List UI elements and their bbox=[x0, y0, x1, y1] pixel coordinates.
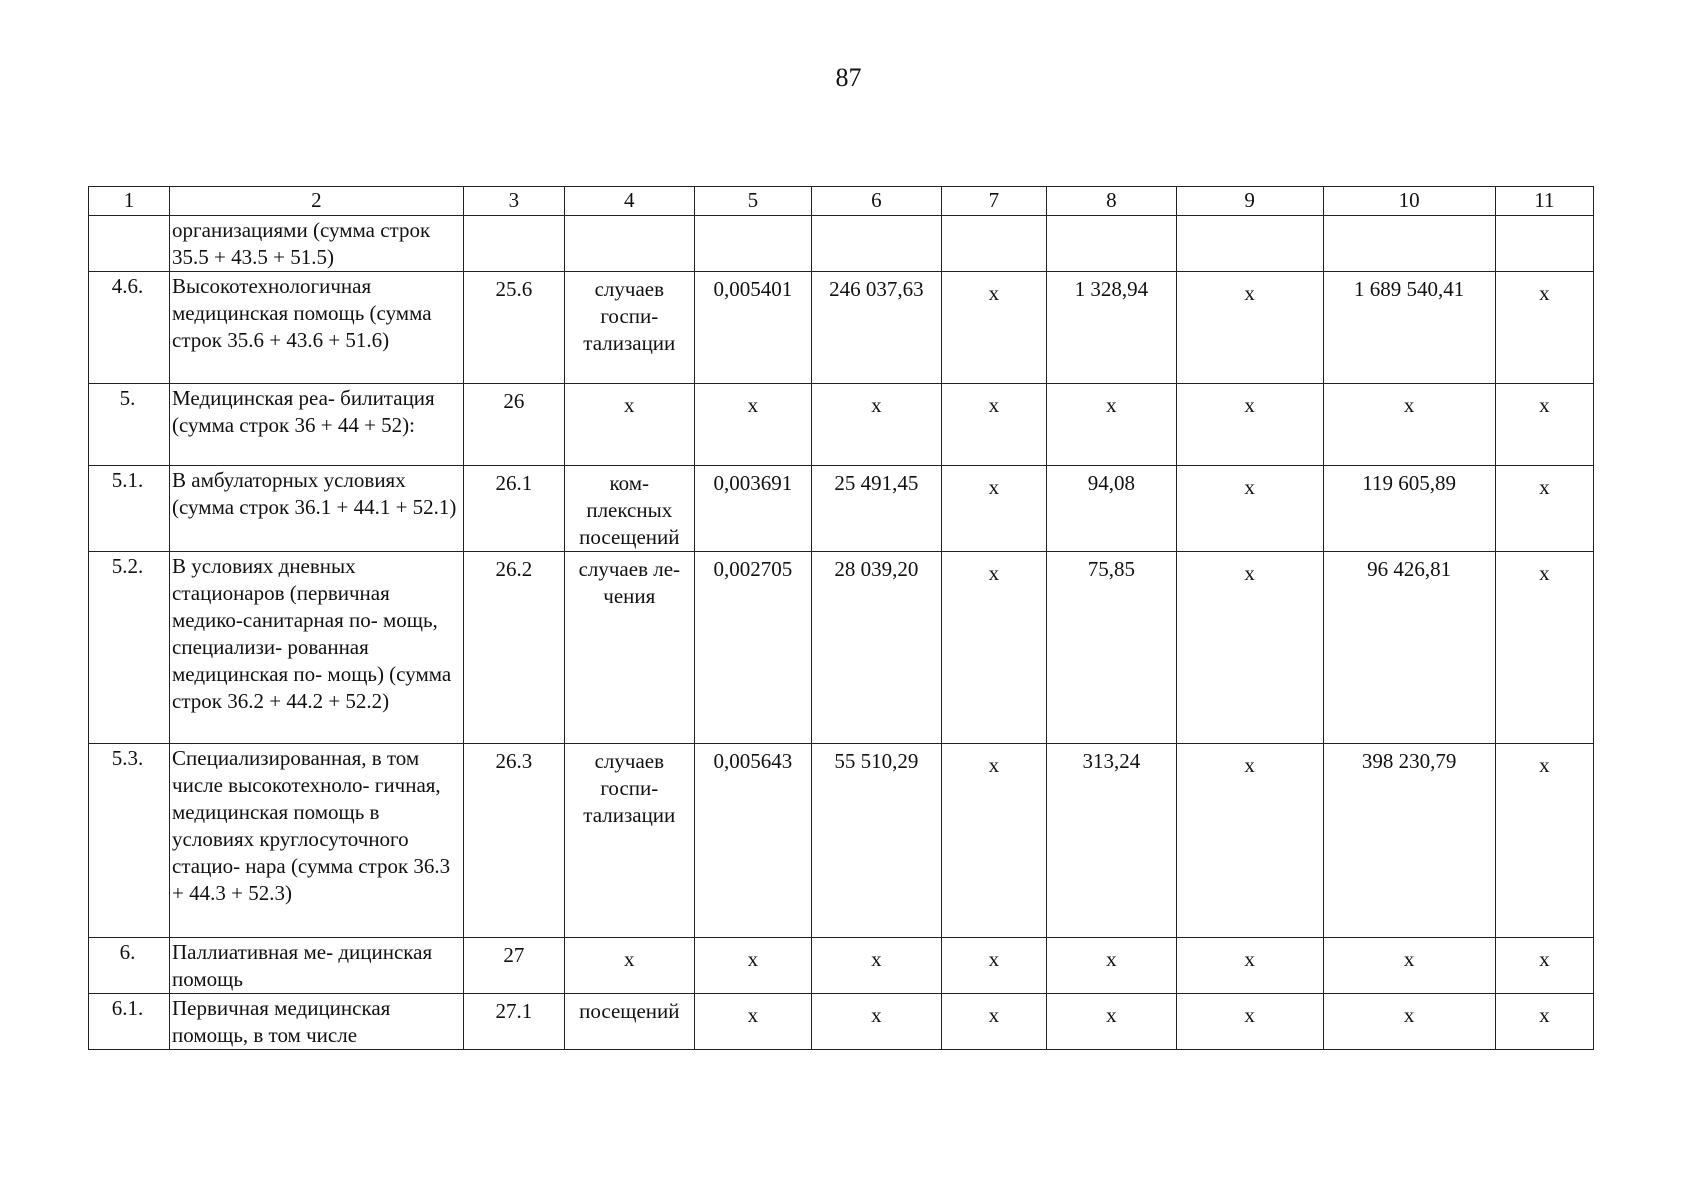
value-cell: 0,003691 bbox=[694, 466, 811, 552]
value-cell bbox=[1323, 216, 1495, 272]
row-number-cell bbox=[89, 216, 170, 272]
row-number-cell: 5.2. bbox=[89, 552, 170, 744]
value-cell: х bbox=[1495, 272, 1593, 384]
value-cell bbox=[941, 216, 1046, 272]
value-cell: х bbox=[1047, 994, 1177, 1050]
unit-cell: случаев госпи- тализации bbox=[564, 744, 694, 938]
value-cell: х bbox=[1323, 384, 1495, 466]
value-cell: х bbox=[812, 384, 942, 466]
value-cell: х bbox=[1176, 552, 1323, 744]
column-header: 6 bbox=[812, 187, 942, 216]
value-cell: 0,005401 bbox=[694, 272, 811, 384]
value-cell: 0,002705 bbox=[694, 552, 811, 744]
value-cell bbox=[694, 216, 811, 272]
column-header: 5 bbox=[694, 187, 811, 216]
value-cell bbox=[1176, 216, 1323, 272]
value-cell: 55 510,29 bbox=[812, 744, 942, 938]
unit-cell: х bbox=[564, 384, 694, 466]
value-cell: 313,24 bbox=[1047, 744, 1177, 938]
row-code-cell: 27 bbox=[463, 938, 564, 994]
value-cell: х bbox=[1176, 938, 1323, 994]
value-cell bbox=[1047, 216, 1177, 272]
row-number-cell: 6. bbox=[89, 938, 170, 994]
row-name-cell: В условиях дневных стационаров (первичная медико-санитарная по- мощь, специализи- рованная медицинская по- мощь) (сумма строк 36.2 + 44.2 + 52.2) bbox=[170, 552, 464, 744]
page-number: 87 bbox=[835, 63, 862, 92]
row-name-cell: Медицинская реа- билитация (сумма строк 36 + 44 + 52): bbox=[170, 384, 464, 466]
row-name-cell: Высокотехнологичная медицинская помощь (сумма строк 35.6 + 43.6 + 51.6) bbox=[170, 272, 464, 384]
column-header: 8 bbox=[1047, 187, 1177, 216]
value-cell bbox=[812, 216, 942, 272]
column-header: 11 bbox=[1495, 187, 1593, 216]
column-header: 10 bbox=[1323, 187, 1495, 216]
table-row bbox=[89, 552, 1594, 744]
table-row bbox=[89, 466, 1594, 552]
column-header: 1 bbox=[89, 187, 170, 216]
value-cell: х bbox=[694, 994, 811, 1050]
value-cell: 0,005643 bbox=[694, 744, 811, 938]
column-header: 9 bbox=[1176, 187, 1323, 216]
row-code-cell: 26 bbox=[463, 384, 564, 466]
row-code-cell: 26.2 bbox=[463, 552, 564, 744]
data-table bbox=[88, 186, 1594, 1050]
row-name-cell: организациями (сумма строк 35.5 + 43.5 + 51.5) bbox=[170, 216, 464, 272]
row-number-cell: 6.1. bbox=[89, 994, 170, 1050]
value-cell: х bbox=[812, 938, 942, 994]
column-header: 3 bbox=[463, 187, 564, 216]
value-cell: 94,08 bbox=[1047, 466, 1177, 552]
value-cell: х bbox=[941, 994, 1046, 1050]
value-cell: х bbox=[1495, 994, 1593, 1050]
unit-cell: х bbox=[564, 938, 694, 994]
value-cell bbox=[1495, 216, 1593, 272]
value-cell: х bbox=[1495, 552, 1593, 744]
value-cell: х bbox=[1495, 384, 1593, 466]
value-cell: х bbox=[1176, 384, 1323, 466]
value-cell: х bbox=[1323, 938, 1495, 994]
unit-cell: посещений bbox=[564, 994, 694, 1050]
column-header: 2 bbox=[170, 187, 464, 216]
value-cell: х bbox=[941, 938, 1046, 994]
value-cell: х bbox=[941, 384, 1046, 466]
value-cell: 1 328,94 bbox=[1047, 272, 1177, 384]
value-cell: 1 689 540,41 bbox=[1323, 272, 1495, 384]
row-name-cell: Паллиативная ме- дицинская помощь bbox=[170, 938, 464, 994]
value-cell: х bbox=[694, 938, 811, 994]
unit-cell: случаев госпи- тализации bbox=[564, 272, 694, 384]
table-row bbox=[89, 994, 1594, 1050]
value-cell: х bbox=[1176, 994, 1323, 1050]
value-cell: х bbox=[1323, 994, 1495, 1050]
table-row bbox=[89, 744, 1594, 938]
column-header: 4 bbox=[564, 187, 694, 216]
value-cell: 398 230,79 bbox=[1323, 744, 1495, 938]
row-number-cell: 4.6. bbox=[89, 272, 170, 384]
table-row bbox=[89, 384, 1594, 466]
value-cell: 25 491,45 bbox=[812, 466, 942, 552]
row-name-cell: Специализированная, в том числе высокотехноло- гичная, медицинская помощь в условиях круглосуточного стацио- нара (сумма строк 36.3 + 44.3 + 52.3) bbox=[170, 744, 464, 938]
row-code-cell: 26.3 bbox=[463, 744, 564, 938]
value-cell: х bbox=[812, 994, 942, 1050]
row-number-cell: 5. bbox=[89, 384, 170, 466]
value-cell: х bbox=[941, 744, 1046, 938]
row-number-cell: 5.1. bbox=[89, 466, 170, 552]
row-code-cell bbox=[463, 216, 564, 272]
document-table-container bbox=[88, 186, 1594, 1050]
table-row bbox=[89, 938, 1594, 994]
unit-cell: случаев ле- чения bbox=[564, 552, 694, 744]
table-row bbox=[89, 272, 1594, 384]
value-cell: 119 605,89 bbox=[1323, 466, 1495, 552]
row-number-cell: 5.3. bbox=[89, 744, 170, 938]
value-cell: 28 039,20 bbox=[812, 552, 942, 744]
value-cell: х bbox=[941, 552, 1046, 744]
row-code-cell: 27.1 bbox=[463, 994, 564, 1050]
value-cell: х bbox=[1176, 272, 1323, 384]
value-cell: х bbox=[694, 384, 811, 466]
value-cell: х bbox=[1495, 938, 1593, 994]
value-cell: х bbox=[1176, 744, 1323, 938]
value-cell: х bbox=[1047, 938, 1177, 994]
unit-cell: ком- плексных посещений bbox=[564, 466, 694, 552]
unit-cell bbox=[564, 216, 694, 272]
value-cell: 96 426,81 bbox=[1323, 552, 1495, 744]
value-cell: 246 037,63 bbox=[812, 272, 942, 384]
row-name-cell: В амбулаторных условиях (сумма строк 36.1 + 44.1 + 52.1) bbox=[170, 466, 464, 552]
row-code-cell: 25.6 bbox=[463, 272, 564, 384]
value-cell: х bbox=[941, 466, 1046, 552]
value-cell: х bbox=[1495, 744, 1593, 938]
table-row bbox=[89, 216, 1594, 272]
value-cell: х bbox=[941, 272, 1046, 384]
value-cell: 75,85 bbox=[1047, 552, 1177, 744]
row-code-cell: 26.1 bbox=[463, 466, 564, 552]
value-cell: х bbox=[1495, 466, 1593, 552]
row-name-cell: Первичная медицинская помощь, в том числе bbox=[170, 994, 464, 1050]
column-header: 7 bbox=[941, 187, 1046, 216]
value-cell: х bbox=[1047, 384, 1177, 466]
table-header-row bbox=[89, 187, 1594, 216]
value-cell: х bbox=[1176, 466, 1323, 552]
